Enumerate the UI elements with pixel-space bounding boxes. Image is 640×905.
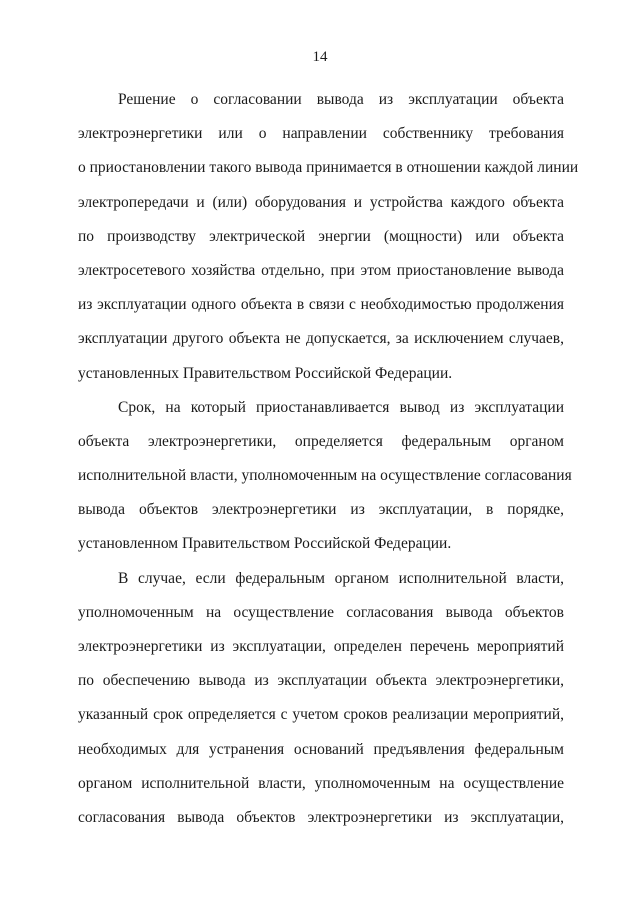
paragraph-1 (78, 83, 579, 391)
paragraph-line: Срок, на который приостанавливается вывод из эксплуатации (118, 398, 564, 416)
paragraph-line: по обеспечению вывода из эксплуатации объекта электроэнергетики, (78, 672, 564, 690)
paragraph-line: эксплуатации другого объекта не допускается, за исключением случаев, (78, 330, 564, 348)
paragraph-line: электросетевого хозяйства отдельно, при этом приостановление вывода (78, 261, 564, 279)
paragraph-line: о приостановлении такого вывода принимается в отношении каждой линии (78, 159, 579, 177)
paragraph-line: исполнительной власти, уполномоченным на осуществление согласования (78, 467, 572, 485)
paragraph-line: из эксплуатации одного объекта в связи с необходимостью продолжения (78, 296, 564, 314)
paragraph-line: по производству электрической энергии (мощности) или объекта (78, 227, 564, 245)
paragraph-line: вывода объектов электроэнергетики из эксплуатации, в порядке, (78, 501, 564, 519)
paragraph-line: Решение о согласовании вывода из эксплуатации объекта (118, 91, 564, 108)
paragraph-line: установленном Правительством Российской Федерации. (78, 535, 452, 553)
paragraph-2 (78, 391, 572, 562)
paragraph-line: необходимых для устранения оснований предъявления федеральным (78, 740, 564, 758)
paragraph-line: согласования вывода объектов электроэнергетики из эксплуатации, (78, 808, 564, 826)
document-body (78, 83, 579, 835)
paragraph-line: В случае, если федеральным органом исполнительной власти, (118, 569, 564, 587)
paragraph-3 (78, 562, 564, 836)
paragraph-line: уполномоченным на осуществление согласования вывода объектов (78, 603, 564, 621)
paragraph-line: электропередачи и (или) оборудования и устройства каждого объекта (78, 193, 564, 211)
paragraph-line: установленных Правительством Российской Федерации. (78, 364, 453, 382)
paragraph-line: электроэнергетики из эксплуатации, определен перечень мероприятий (78, 638, 564, 655)
paragraph-line: органом исполнительной власти, уполномоченным на осуществление (78, 774, 564, 792)
paragraph-line: указанный срок определяется с учетом сроков реализации мероприятий, (78, 706, 564, 724)
paragraph-line: объекта электроэнергетики, определяется федеральным органом (78, 432, 564, 450)
page-number: 14 (312, 49, 328, 65)
paragraph-line: электроэнергетики или о направлении собственнику требования (78, 125, 564, 143)
